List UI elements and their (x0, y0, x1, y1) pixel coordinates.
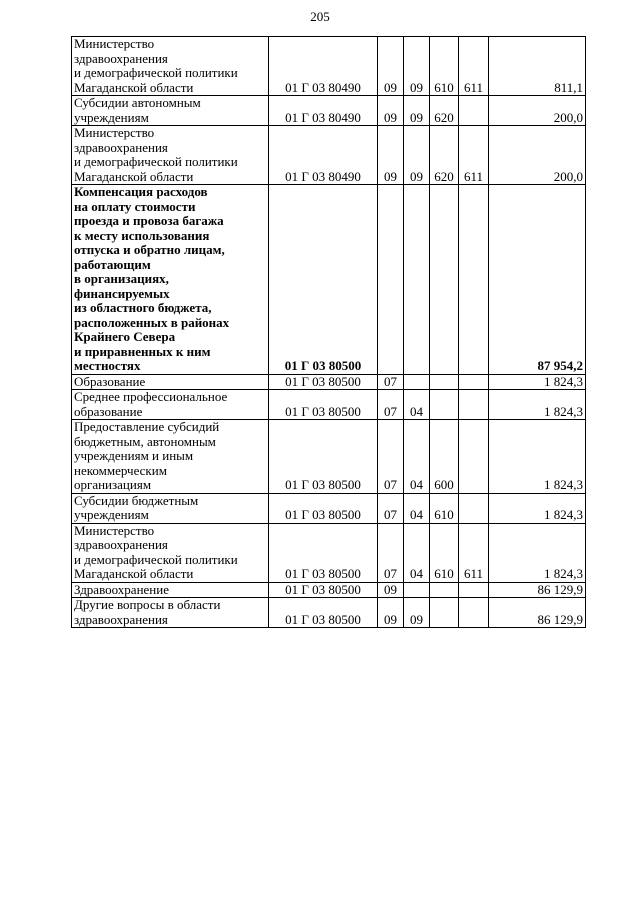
row-name-cell: Здравоохранение (72, 582, 269, 598)
table-row (72, 96, 586, 126)
row-kosgu-cell (459, 185, 489, 375)
table-row (72, 37, 586, 96)
row-name-cell: Министерство здравоохранения и демографической политики Магаданской области (72, 37, 269, 96)
row-expense-type-cell (430, 582, 459, 598)
table-row (72, 374, 586, 390)
row-target-code-cell: 01 Г 03 80500 (269, 582, 378, 598)
table-row (72, 598, 586, 628)
row-subsection-cell: 09 (404, 96, 430, 126)
table-row (72, 493, 586, 523)
row-name-cell: Министерство здравоохранения и демографической политики Магаданской области (72, 126, 269, 185)
row-subsection-cell: 04 (404, 390, 430, 420)
row-kosgu-cell: 611 (459, 126, 489, 185)
row-expense-type-cell (430, 390, 459, 420)
row-section-cell: 07 (378, 420, 404, 494)
row-subsection-cell: 09 (404, 37, 430, 96)
row-name-cell: Среднее профессиональное образование (72, 390, 269, 420)
row-target-code-cell: 01 Г 03 80490 (269, 126, 378, 185)
row-section-cell: 09 (378, 37, 404, 96)
row-kosgu-cell (459, 96, 489, 126)
row-target-code-cell: 01 Г 03 80500 (269, 390, 378, 420)
row-amount-cell: 87 954,2 (489, 185, 586, 375)
row-expense-type-cell: 620 (430, 126, 459, 185)
table-row (72, 390, 586, 420)
row-section-cell: 07 (378, 390, 404, 420)
row-name-cell: Министерство здравоохранения и демографической политики Магаданской области (72, 523, 269, 582)
row-name-cell: Компенсация расходов на оплату стоимости проезда и провоза багажа к месту использования отпуска и обратно лицам, работающим в организациях, финансируемых из областного бюджета, расположенных в районах Крайнего Севера и приравненных к ним местностях (72, 185, 269, 375)
row-section-cell: 07 (378, 523, 404, 582)
row-subsection-cell (404, 582, 430, 598)
row-expense-type-cell (430, 185, 459, 375)
row-amount-cell: 1 824,3 (489, 390, 586, 420)
row-kosgu-cell (459, 493, 489, 523)
row-target-code-cell: 01 Г 03 80500 (269, 185, 378, 375)
row-amount-cell: 86 129,9 (489, 582, 586, 598)
row-kosgu-cell: 611 (459, 37, 489, 96)
row-section-cell: 09 (378, 598, 404, 628)
row-name-cell: Субсидии автономным учреждениям (72, 96, 269, 126)
row-name-cell: Другие вопросы в области здравоохранения (72, 598, 269, 628)
row-section-cell: 09 (378, 126, 404, 185)
row-section-cell (378, 185, 404, 375)
table-row (72, 582, 586, 598)
row-amount-cell: 86 129,9 (489, 598, 586, 628)
budget-table (71, 36, 586, 628)
row-name-cell: Субсидии бюджетным учреждениям (72, 493, 269, 523)
table-row (72, 185, 586, 375)
row-target-code-cell: 01 Г 03 80490 (269, 96, 378, 126)
row-expense-type-cell: 620 (430, 96, 459, 126)
row-kosgu-cell (459, 420, 489, 494)
row-target-code-cell: 01 Г 03 80490 (269, 37, 378, 96)
row-subsection-cell: 04 (404, 420, 430, 494)
row-section-cell: 09 (378, 582, 404, 598)
row-target-code-cell: 01 Г 03 80500 (269, 598, 378, 628)
row-target-code-cell: 01 Г 03 80500 (269, 374, 378, 390)
row-expense-type-cell (430, 374, 459, 390)
page-number: 205 (310, 9, 330, 24)
row-expense-type-cell: 610 (430, 493, 459, 523)
row-amount-cell: 1 824,3 (489, 523, 586, 582)
table-row (72, 126, 586, 185)
table-row (72, 420, 586, 494)
row-amount-cell: 811,1 (489, 37, 586, 96)
row-expense-type-cell: 600 (430, 420, 459, 494)
row-kosgu-cell (459, 598, 489, 628)
row-kosgu-cell (459, 582, 489, 598)
row-expense-type-cell: 610 (430, 523, 459, 582)
row-amount-cell: 1 824,3 (489, 374, 586, 390)
row-name-cell: Предоставление субсидий бюджетным, автономным учреждениям и иным некоммерческим организациям (72, 420, 269, 494)
row-subsection-cell (404, 185, 430, 375)
row-target-code-cell: 01 Г 03 80500 (269, 420, 378, 494)
row-kosgu-cell: 611 (459, 523, 489, 582)
table-row (72, 523, 586, 582)
row-kosgu-cell (459, 390, 489, 420)
row-name-cell: Образование (72, 374, 269, 390)
row-amount-cell: 200,0 (489, 96, 586, 126)
row-section-cell: 09 (378, 96, 404, 126)
row-kosgu-cell (459, 374, 489, 390)
row-subsection-cell: 09 (404, 126, 430, 185)
row-amount-cell: 1 824,3 (489, 493, 586, 523)
row-amount-cell: 200,0 (489, 126, 586, 185)
row-subsection-cell: 09 (404, 598, 430, 628)
row-subsection-cell: 04 (404, 523, 430, 582)
row-subsection-cell (404, 374, 430, 390)
row-expense-type-cell (430, 598, 459, 628)
row-section-cell: 07 (378, 493, 404, 523)
row-section-cell: 07 (378, 374, 404, 390)
row-expense-type-cell: 610 (430, 37, 459, 96)
row-amount-cell: 1 824,3 (489, 420, 586, 494)
row-target-code-cell: 01 Г 03 80500 (269, 523, 378, 582)
row-target-code-cell: 01 Г 03 80500 (269, 493, 378, 523)
row-subsection-cell: 04 (404, 493, 430, 523)
